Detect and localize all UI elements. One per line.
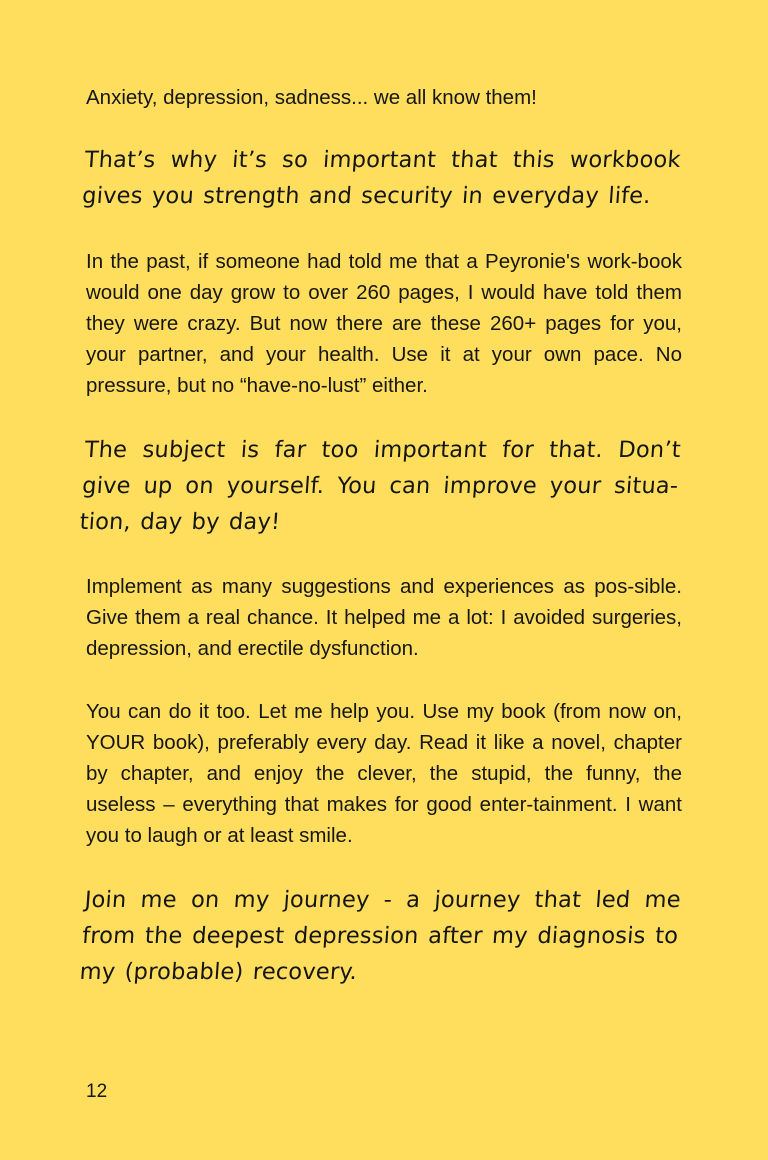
- paragraph-use-my-book: You can do it too. Let me help you. Use my book (from now on, YOUR book), preferably every day. Read it like a novel, chapter by chapter, and enjoy the clever, the stupid, the funny, the useless – everything that makes for good enter-tainment. I want you to laugh or at least smile.: [86, 700, 682, 847]
- paragraph-workbook-history: In the past, if someone had told me that a Peyronie's work-book would one day grow to over 260 pages, I would have told them they were crazy. But now there are these 260+ pages for you, your partner, and your health. Use it at your own pace. No pressure, but no “have-no-lust” either.: [86, 250, 682, 397]
- handwritten-paragraph-strength: That’s why it’s so important that this workbook gives you strength and security in everyday life.: [81, 147, 682, 209]
- paragraph-suggestions: Implement as many suggestions and experiences as pos-sible. Give them a real chance. It helped me a lot: I avoided surgeries, depression, and erectile dysfunction.: [86, 575, 682, 660]
- handwritten-paragraph-journey: Join me on my journey - a journey that led me from the deepest depression after my diagnosis to my (probable) recovery.: [78, 887, 682, 985]
- page-number: 12: [86, 1081, 108, 1102]
- handwritten-paragraph-dont-give-up: The subject is far too important for that. Don’t give up on yourself. You can improve your situa-tion, day by day!: [78, 437, 682, 535]
- book-page: [78, 0, 682, 1160]
- paragraph-intro: Anxiety, depression, sadness... we all know them!: [86, 86, 537, 109]
